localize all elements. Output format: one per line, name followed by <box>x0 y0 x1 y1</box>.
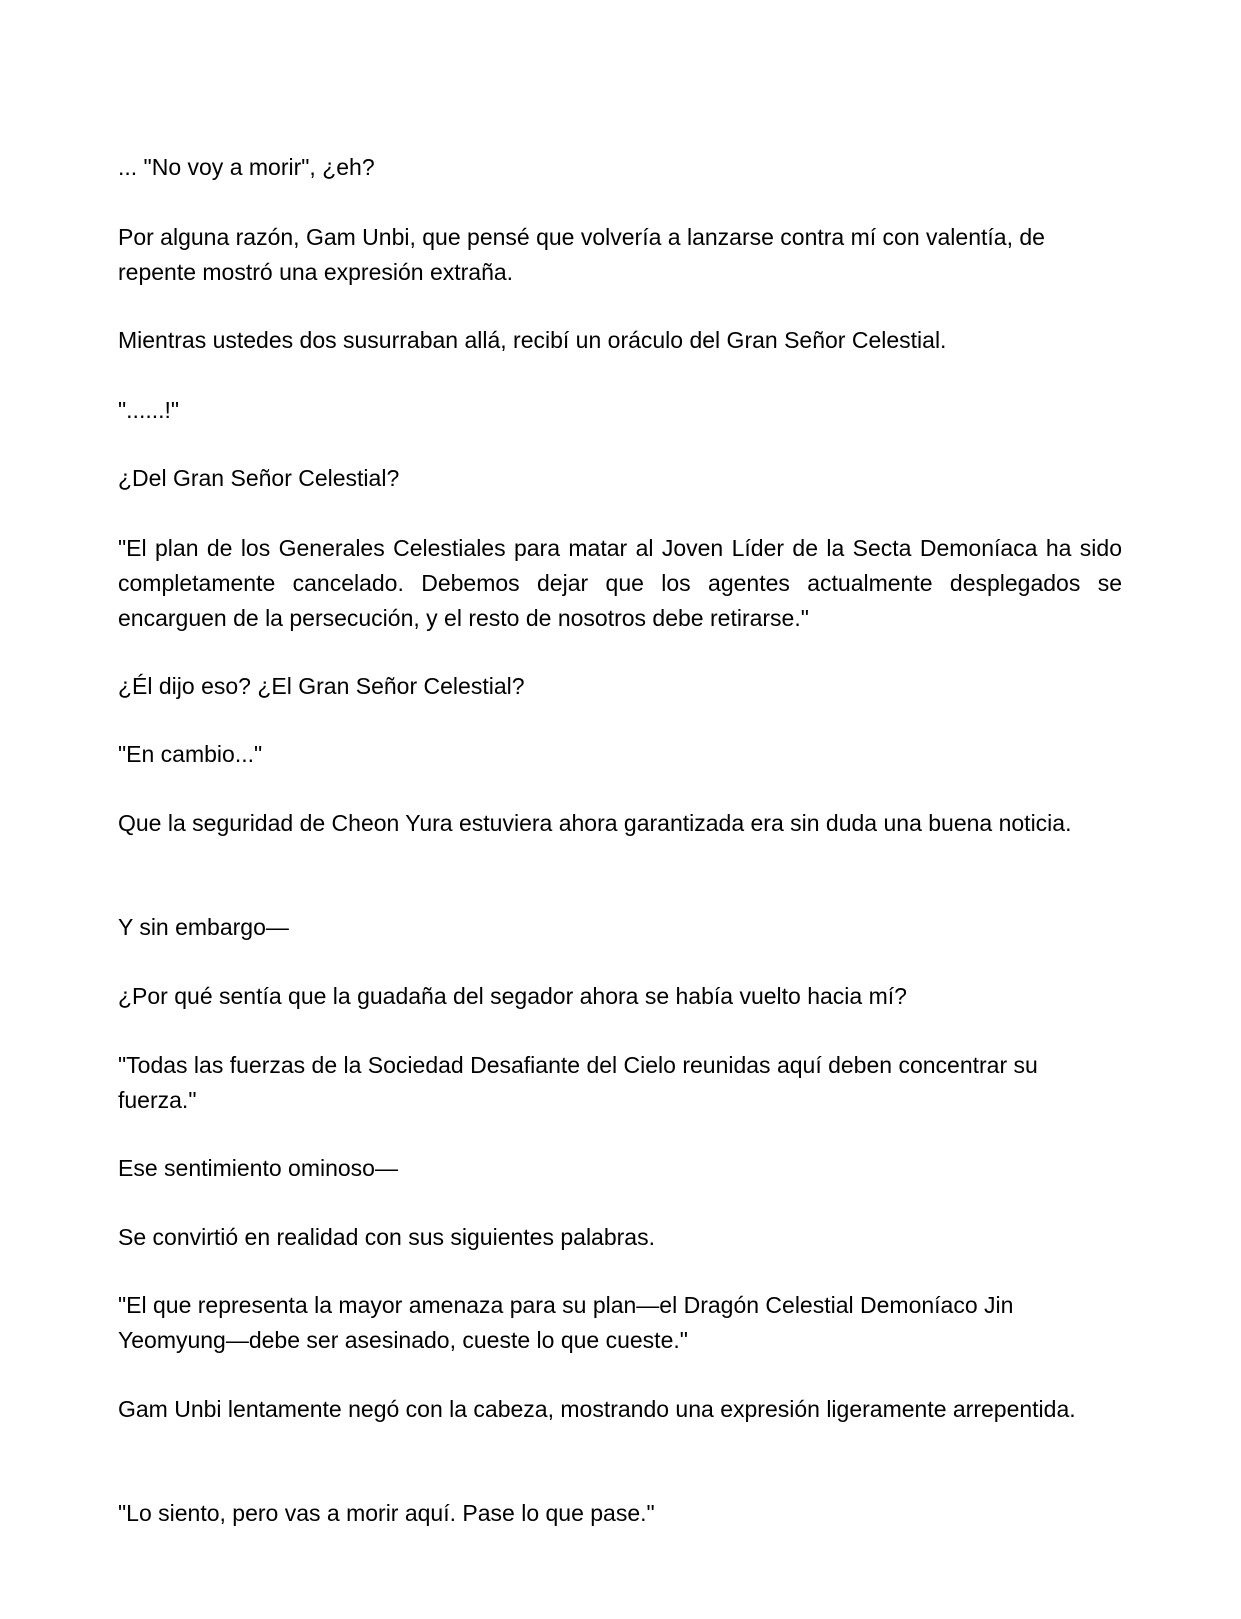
paragraph: ... "No voy a morir", ¿eh? <box>118 154 375 180</box>
paragraph: ¿Del Gran Señor Celestial? <box>118 465 400 491</box>
paragraph: "......!" <box>118 397 180 423</box>
paragraph: Por alguna razón, Gam Unbi, que pensé que volvería a lanzarse contra mí con valentía, de repente mostró una expresión extraña. <box>118 224 1045 285</box>
paragraph: ¿Él dijo eso? ¿El Gran Señor Celestial? <box>118 673 525 699</box>
paragraph: Mientras ustedes dos susurraban allá, recibí un oráculo del Gran Señor Celestial. <box>118 327 947 353</box>
paragraph: Y sin embargo— <box>118 914 289 940</box>
paragraph: "Todas las fuerzas de la Sociedad Desafiante del Cielo reunidas aquí deben concentrar su fuerza." <box>118 1052 1038 1113</box>
paragraph: Ese sentimiento ominoso— <box>118 1155 398 1181</box>
paragraph: "El que representa la mayor amenaza para su plan—el Dragón Celestial Demoníaco Jin Yeomyung—debe ser asesinado, cueste lo que cueste." <box>118 1292 1014 1353</box>
paragraph: Que la seguridad de Cheon Yura estuviera ahora garantizada era sin duda una buena noticia. <box>118 810 1072 836</box>
paragraph: ¿Por qué sentía que la guadaña del segador ahora se había vuelto hacia mí? <box>118 983 907 1009</box>
paragraph: "El plan de los Generales Celestiales para matar al Joven Líder de la Secta Demoníaca ha sido completamente cancelado. Debemos dejar que los agentes actualmente desplegados se encarguen de la persecución, y el resto de nosotros debe retirarse." <box>118 535 1122 631</box>
paragraph: Se convirtió en realidad con sus siguientes palabras. <box>118 1224 655 1250</box>
paragraph: Gam Unbi lentamente negó con la cabeza, mostrando una expresión ligeramente arrepentida. <box>118 1396 1076 1422</box>
paragraph: "Lo siento, pero vas a morir aquí. Pase lo que pase." <box>118 1500 655 1526</box>
paragraph: "En cambio..." <box>118 741 263 767</box>
